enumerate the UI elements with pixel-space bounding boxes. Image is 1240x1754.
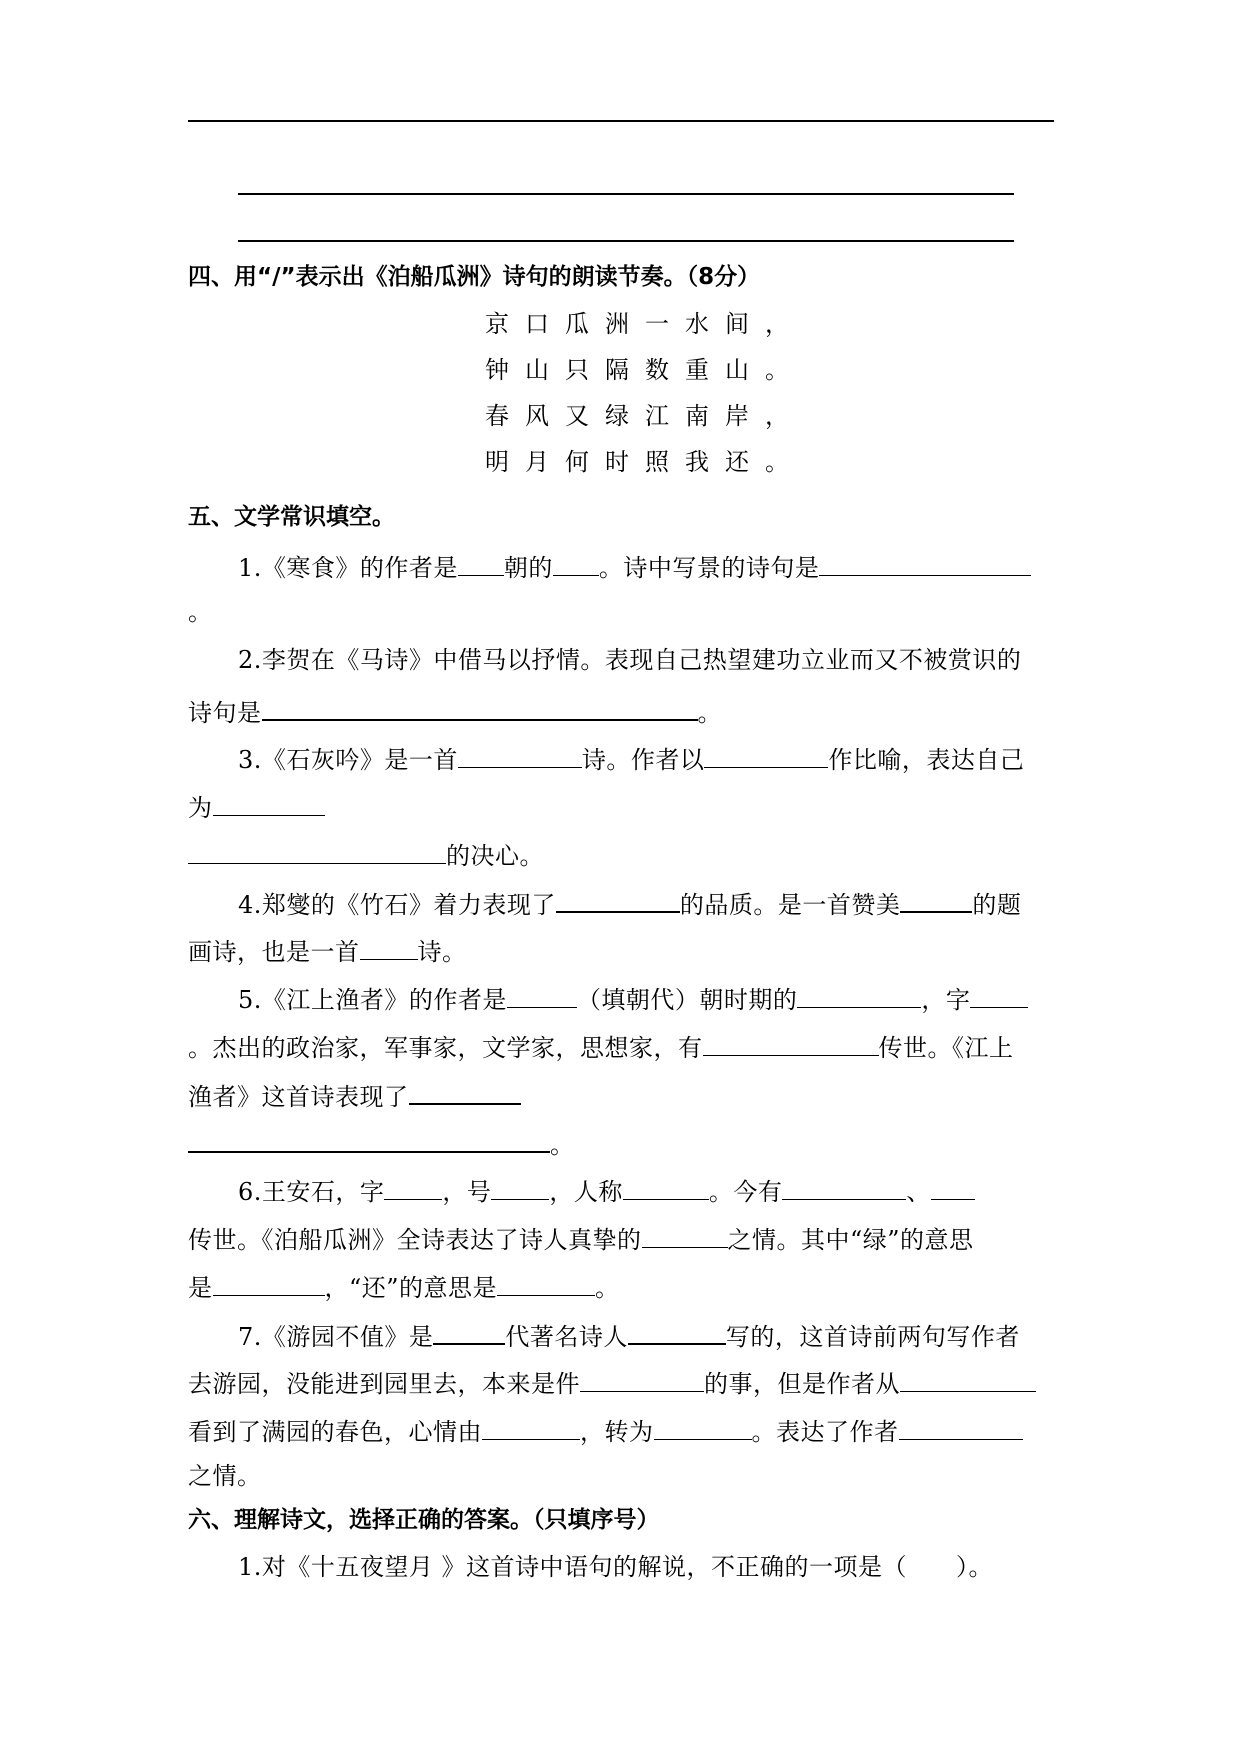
q6-text-j: 。: [595, 1274, 620, 1302]
q4-text-b: 的品质。是一首赞美: [679, 891, 901, 919]
q5-text-g: 。: [550, 1131, 575, 1159]
q4-blank-praise[interactable]: [900, 885, 972, 913]
q6-blank-pen-name[interactable]: [491, 1173, 549, 1200]
q3-blank-type[interactable]: [458, 741, 582, 768]
q1-blank-author[interactable]: [553, 549, 599, 576]
q7-text-f: 看到了满园的春色，心情由: [188, 1418, 482, 1446]
q3-text-a: 3.《石灰吟》是一首: [238, 746, 458, 774]
q1-text-b: 朝的: [503, 554, 553, 582]
q7-line-1: [238, 1317, 1020, 1352]
q5-blank-meaning-a[interactable]: [409, 1077, 521, 1105]
q7-text-d: 去游园，没能进到园里去，本来是件: [188, 1370, 580, 1398]
q7-blank-situation[interactable]: [580, 1365, 704, 1392]
q7-text-h: 。表达了作者: [751, 1418, 899, 1446]
q1-text-c: 。诗中写景的诗句是: [598, 554, 820, 582]
q4-text-d: 画诗，也是一首: [188, 938, 360, 966]
q3-text-b: 诗。作者以: [581, 746, 705, 774]
answer-line-2: [238, 240, 1014, 242]
q2-text-c: 。: [697, 699, 722, 727]
q5-line-2: [188, 1029, 1014, 1063]
q4-text-a: 4.郑燮的《竹石》着力表现了: [238, 891, 556, 919]
q2-blank-verse[interactable]: [262, 693, 698, 721]
q2-text-a: 2.李贺在《马诗》中借马以抒情。表现自己热望建功立业而又不被赏识的: [238, 646, 1022, 674]
q4-blank-quality[interactable]: [556, 885, 680, 913]
q6-blank-title[interactable]: [623, 1173, 709, 1200]
q1-text-d: 。: [188, 598, 213, 626]
q5-line-4: [188, 1125, 575, 1160]
q6-blank-work-1[interactable]: [782, 1173, 906, 1200]
q6-text-i: ，“还”的意思是: [324, 1274, 498, 1302]
section-6-q1: [238, 1552, 993, 1582]
q6-text-a: 6.王安石，字: [238, 1178, 385, 1206]
q6-text-b: ，号: [442, 1178, 492, 1206]
q3-line-2: [188, 789, 325, 823]
poem-line-4: 明月何时照我还。: [485, 448, 805, 476]
poem-line-1: 京口瓜洲一水间，: [485, 310, 805, 338]
q5-text-c: ，字: [921, 986, 971, 1014]
q4-text-c: 的题: [972, 891, 1022, 919]
q6-line-3: [188, 1269, 620, 1303]
poem-line-2: 钟山只隔数重山。: [485, 356, 805, 384]
q5-blank-person[interactable]: [797, 981, 921, 1008]
q6-text-e: 、: [906, 1178, 931, 1206]
q6-blank-lv-meaning[interactable]: [213, 1269, 325, 1296]
q5-text-e: 传世。《江上: [878, 1034, 1014, 1062]
q3-line-3: [188, 837, 544, 871]
q4-blank-poem-type[interactable]: [360, 933, 418, 960]
q5-text-a: 5.《江上渔者》的作者是: [238, 986, 507, 1014]
q6-line-1: [238, 1173, 975, 1207]
q4-line-1: [238, 885, 1021, 920]
q6-blank-courtesy-name[interactable]: [384, 1173, 442, 1200]
q1-text-a: 1.《寒食》的作者是: [238, 554, 458, 582]
s6-q1-text: 1.对《十五夜望月 》这首诗中语句的解说，不正确的一项是（ ）。: [238, 1553, 994, 1581]
q7-blank-mood-from[interactable]: [482, 1413, 580, 1440]
q1-blank-scenery[interactable]: [819, 549, 1031, 576]
answer-line-1: [238, 193, 1014, 195]
q5-text-b: （填朝代）朝时期的: [576, 986, 798, 1014]
q5-blank-meaning-b[interactable]: [188, 1125, 550, 1153]
q6-line-2: [188, 1221, 974, 1255]
poem-line-3: 春风又绿江南岸，: [485, 402, 805, 430]
q2-line-2: [188, 693, 722, 728]
q5-text-f: 渔者》这首诗表现了: [188, 1083, 409, 1111]
q6-text-f: 传世。《泊船瓜洲》全诗表达了诗人真挚的: [188, 1226, 642, 1254]
q1-line-2: [188, 597, 213, 627]
q6-blank-work-2[interactable]: [931, 1173, 975, 1200]
q7-text-c: 写的，这首诗前两句写作者: [725, 1323, 1020, 1351]
q4-line-2: [188, 933, 467, 967]
q3-line-1: [238, 741, 1024, 775]
q5-blank-courtesy-name[interactable]: [970, 981, 1028, 1008]
q5-blank-works[interactable]: [703, 1029, 879, 1056]
q7-line-2: [188, 1365, 1036, 1399]
q7-line-3: [188, 1413, 1023, 1447]
q7-text-a: 7.《游园不值》是: [238, 1323, 434, 1351]
q3-text-c: 作比喻，表达自己: [828, 746, 1025, 774]
q6-text-h: 是: [188, 1274, 213, 1302]
q6-text-d: 。今有: [708, 1178, 783, 1206]
q7-text-g: ，转为: [580, 1418, 654, 1446]
q5-text-d: 。杰出的政治家，军事家，文学家，思想家，有: [188, 1034, 703, 1062]
top-rule: [188, 120, 1054, 122]
section-4-title: 四、用“/”表示出《泊船瓜洲》诗句的朗读节奏。（8分）: [188, 264, 761, 290]
q7-text-b: 代著名诗人: [505, 1323, 628, 1351]
q5-line-3: [188, 1077, 521, 1112]
q6-text-g: 之情。其中“绿”的意思: [727, 1226, 974, 1254]
q6-text-c: ，人称: [549, 1178, 623, 1206]
q7-blank-mood-to[interactable]: [654, 1413, 752, 1440]
q7-blank-emotion[interactable]: [899, 1413, 1023, 1440]
q3-blank-resolve-b[interactable]: [188, 837, 446, 864]
q3-text-d: 为: [188, 794, 213, 822]
q2-line-1: [238, 645, 1021, 675]
section-5-title: 五、文学常识填空。: [188, 504, 395, 530]
q5-line-1: [238, 981, 1028, 1015]
section-6-title: 六、理解诗文，选择正确的答案。（只填序号）: [188, 1507, 660, 1533]
q6-blank-huan-meaning[interactable]: [497, 1269, 595, 1296]
q7-text-e: 的事，但是作者从: [704, 1370, 900, 1398]
q4-text-e: 诗。: [417, 938, 467, 966]
q7-blank-dynasty[interactable]: [433, 1317, 505, 1345]
q1-blank-dynasty[interactable]: [458, 549, 504, 576]
q3-blank-resolve-a[interactable]: [213, 789, 325, 816]
q7-text-i: 之情。: [188, 1462, 262, 1490]
q3-text-e: 的决心。: [446, 842, 544, 870]
q3-blank-metaphor[interactable]: [704, 741, 828, 768]
q6-blank-emotion[interactable]: [642, 1221, 728, 1248]
q7-blank-from[interactable]: [900, 1365, 1036, 1392]
q2-text-b: 诗句是: [188, 699, 262, 727]
q1-line-1: [238, 549, 1031, 583]
q7-line-4: [188, 1461, 262, 1491]
q5-blank-dynasty[interactable]: [507, 981, 577, 1008]
q7-blank-poet[interactable]: [628, 1317, 726, 1345]
